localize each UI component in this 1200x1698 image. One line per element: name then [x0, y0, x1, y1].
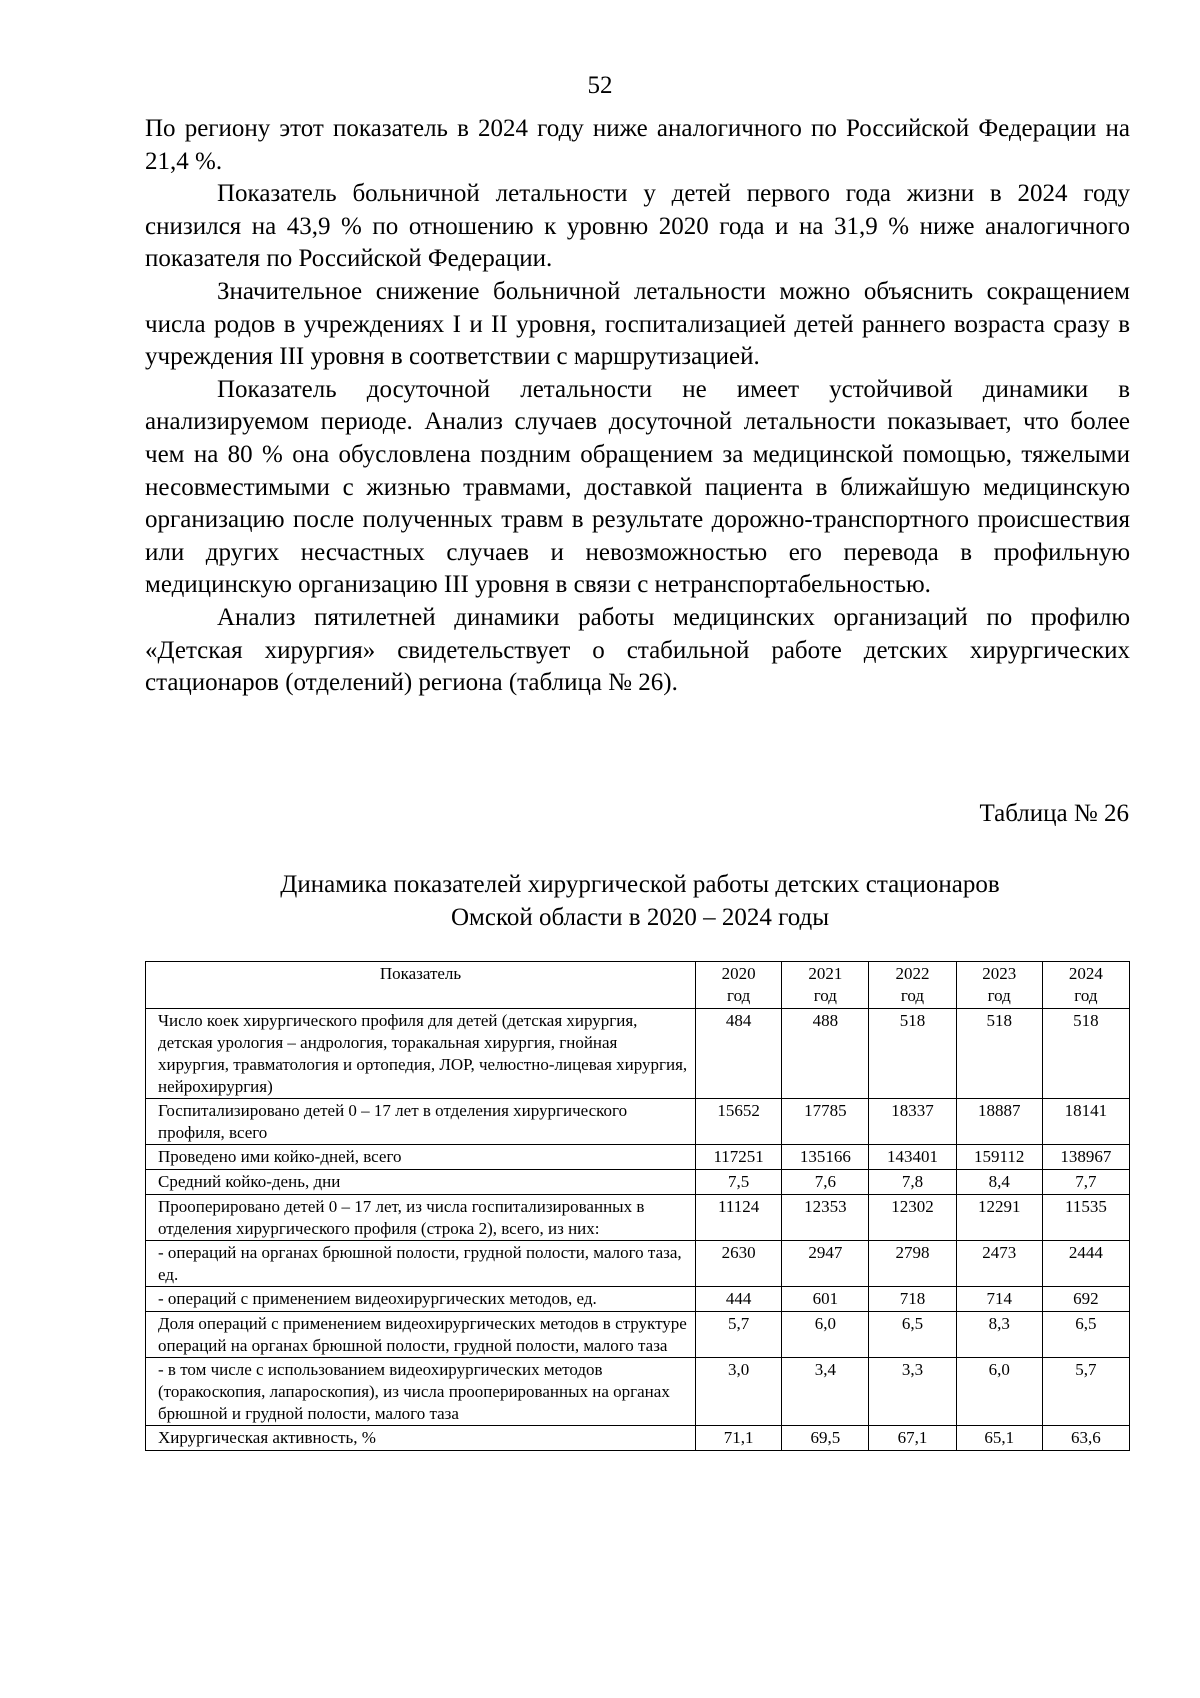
row-value: 3,4: [782, 1358, 869, 1426]
paragraph: Анализ пятилетней динамики работы медицинских организаций по профилю «Детская хирургия» свидетельствует о стабильной работе детских хирургических стационаров (отделений) региона (таблица № 26).: [145, 603, 1130, 697]
row-value: 2630: [696, 1241, 782, 1287]
row-value: 65,1: [956, 1426, 1042, 1451]
row-value: 6,0: [782, 1312, 869, 1358]
page-number: 52: [587, 72, 613, 99]
row-value: 138967: [1042, 1145, 1129, 1170]
table-body: [146, 1009, 1130, 1451]
row-value: 2444: [1042, 1241, 1129, 1287]
row-value: 7,5: [696, 1170, 782, 1195]
row-value: 11535: [1042, 1195, 1129, 1241]
header-year: 2020 год: [696, 962, 782, 1009]
paragraph: Значительное снижение больничной летальности можно объяснить сокращением числа родов в учреждениях I и II уровня, госпитализацией детей раннего возраста сразу в учреждения III уровня в соответствии с маршрутизацией.: [145, 277, 1130, 371]
row-value: 2798: [869, 1241, 956, 1287]
row-value: 18141: [1042, 1099, 1129, 1145]
row-value: 518: [956, 1009, 1042, 1099]
row-value: 11124: [696, 1195, 782, 1241]
row-value: 3,3: [869, 1358, 956, 1426]
body-text: [145, 113, 1130, 700]
header-year: 2024 год: [1042, 962, 1129, 1009]
row-label: Доля операций с применением видеохирургических методов в структуре операций на органах брюшной полости, грудной полости, малого таза: [146, 1312, 696, 1358]
row-value: 718: [869, 1287, 956, 1312]
table-header-row: [146, 962, 1130, 1009]
row-label: Число коек хирургического профиля для детей (детская хирургия, детская урология – андрология, торакальная хирургия, гнойная хирургия, травматология и ортопедия, ЛОР, челюстно-лицевая хирургия, нейрохирургия): [146, 1009, 696, 1099]
row-value: 5,7: [696, 1312, 782, 1358]
row-label: - операций на органах брюшной полости, грудной полости, малого таза, ед.: [146, 1241, 696, 1287]
header-indicator: Показатель: [146, 962, 696, 1009]
header-year: 2023 год: [956, 962, 1042, 1009]
row-value: 488: [782, 1009, 869, 1099]
row-value: 12353: [782, 1195, 869, 1241]
row-value: 3,0: [696, 1358, 782, 1426]
row-value: 15652: [696, 1099, 782, 1145]
row-value: 6,0: [956, 1358, 1042, 1426]
row-label: Хирургическая активность, %: [146, 1426, 696, 1451]
row-value: 8,4: [956, 1170, 1042, 1195]
paragraph: По региону этот показатель в 2024 году ниже аналогичного по Российской Федерации на 21,4 %.: [145, 115, 1130, 175]
row-value: 12291: [956, 1195, 1042, 1241]
row-value: 5,7: [1042, 1358, 1129, 1426]
row-value: 518: [869, 1009, 956, 1099]
row-label: - операций с применением видеохирургических методов, ед.: [146, 1287, 696, 1312]
row-label: Проведено ими койко-дней, всего: [146, 1145, 696, 1170]
row-label: Прооперировано детей 0 – 17 лет, из числа госпитализированных в отделения хирургического профиля (строка 2), всего, из них:: [146, 1195, 696, 1241]
table-row: [146, 1312, 1130, 1358]
row-value: 159112: [956, 1145, 1042, 1170]
table-row: [146, 1009, 1130, 1099]
row-value: 8,3: [956, 1312, 1042, 1358]
row-value: 6,5: [869, 1312, 956, 1358]
row-value: 18337: [869, 1099, 956, 1145]
table-row: [146, 1358, 1130, 1426]
row-value: 6,5: [1042, 1312, 1129, 1358]
table-row: [146, 1099, 1130, 1145]
row-value: 69,5: [782, 1426, 869, 1451]
table-row: [146, 1195, 1130, 1241]
table-row: [146, 1170, 1130, 1195]
row-value: 7,7: [1042, 1170, 1129, 1195]
row-value: 444: [696, 1287, 782, 1312]
paragraph: Показатель больничной летальности у детей первого года жизни в 2024 году снизился на 43,9 % по отношению к уровню 2020 года и на 31,9 % ниже аналогичного показателя по Российской Федерации.: [145, 180, 1130, 273]
row-value: 2473: [956, 1241, 1042, 1287]
table-row: [146, 1241, 1130, 1287]
row-label: Госпитализировано детей 0 – 17 лет в отделения хирургического профиля, всего: [146, 1099, 696, 1145]
row-value: 7,6: [782, 1170, 869, 1195]
header-year: 2022 год: [869, 962, 956, 1009]
row-value: 135166: [782, 1145, 869, 1170]
row-label: - в том числе с использованием видеохирургических методов (торакоскопия, лапароскопия), из числа прооперированных на органах брюшной и грудной полости, малого таза: [146, 1358, 696, 1426]
indicators-table: [145, 961, 1130, 1451]
row-value: 71,1: [696, 1426, 782, 1451]
table-row: [146, 1426, 1130, 1451]
paragraph: Показатель досуточной летальности не имеет устойчивой динамики в анализируемом периоде. Анализ случаев досуточной летальности показывает, что более чем на 80 % она обусловлена поздним обращением за медицинской помощью, тяжелыми несовместимыми с жизнью травмами, доставкой пациента в ближайшую медицинскую организацию после полученных травм в результате дорожно-транспортного происшествия или других несчастных случаев и невозможностью его перевода в профильную медицинскую организацию III уровня в связи с нетранспортабельностью.: [145, 375, 1130, 599]
row-value: 7,8: [869, 1170, 956, 1195]
row-value: 12302: [869, 1195, 956, 1241]
row-value: 484: [696, 1009, 782, 1099]
row-value: 601: [782, 1287, 869, 1312]
row-label: Средний койко-день, дни: [146, 1170, 696, 1195]
table-row: [146, 1145, 1130, 1170]
table-title: [0, 868, 1200, 934]
row-value: 117251: [696, 1145, 782, 1170]
row-value: 2947: [782, 1241, 869, 1287]
header-year: 2021 год: [782, 962, 869, 1009]
row-value: 63,6: [1042, 1426, 1129, 1451]
row-value: 518: [1042, 1009, 1129, 1099]
row-value: 67,1: [869, 1426, 956, 1451]
row-value: 714: [956, 1287, 1042, 1312]
row-value: 18887: [956, 1099, 1042, 1145]
row-value: 143401: [869, 1145, 956, 1170]
row-value: 692: [1042, 1287, 1129, 1312]
table-title-line: Динамика показателей хирургической работы детских стационаров: [280, 871, 1000, 898]
table-row: [146, 1287, 1130, 1312]
table-title-line: Омской области в 2020 – 2024 годы: [450, 904, 830, 931]
table-label: Таблица № 26: [979, 800, 1129, 827]
row-value: 17785: [782, 1099, 869, 1145]
